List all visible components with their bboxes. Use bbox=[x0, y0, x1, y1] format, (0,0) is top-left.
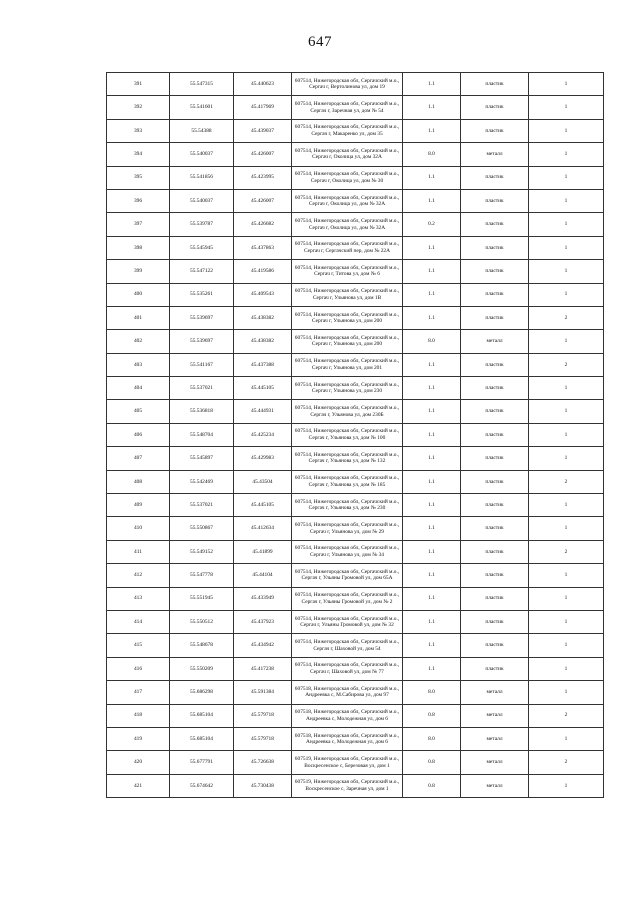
table-row bbox=[107, 681, 604, 704]
table-row bbox=[107, 704, 604, 727]
longitude-cell: 45.440623 bbox=[234, 73, 292, 96]
material-cell: пластик bbox=[461, 610, 529, 633]
table-row bbox=[107, 213, 604, 236]
latitude-cell: 55.541601 bbox=[170, 96, 234, 119]
address-cell: 607518, Нижегородская обл, Сергачский м.о., Андреевка с, Молодежная ул, дом 6 bbox=[292, 727, 403, 750]
longitude-cell: 45.444931 bbox=[234, 400, 292, 423]
material-cell: пластик bbox=[461, 213, 529, 236]
volume-cell: 0.8 bbox=[403, 774, 461, 797]
material-cell: пластик bbox=[461, 494, 529, 517]
material-cell: металл bbox=[461, 143, 529, 166]
row-number: 420 bbox=[107, 751, 170, 774]
longitude-cell: 45.44104 bbox=[234, 564, 292, 587]
row-number: 395 bbox=[107, 166, 170, 189]
table-row bbox=[107, 727, 604, 750]
count-cell: 1 bbox=[529, 447, 604, 470]
volume-cell: 8.0 bbox=[403, 727, 461, 750]
count-cell: 1 bbox=[529, 189, 604, 212]
address-cell: 607514, Нижегородская обл, Сергачский м.о., Сергач г, Ульянова ул, дом № 34 bbox=[292, 540, 403, 563]
address-cell: 607514, Нижегородская обл, Сергачский м.о., Сергач г, Околица ул, дом № 32А bbox=[292, 213, 403, 236]
address-cell: 607514, Нижегородская обл, Сергачский м.о., Сергач г, Ульяны Громовой ул, дом № 32 bbox=[292, 610, 403, 633]
row-number: 396 bbox=[107, 189, 170, 212]
material-cell: пластик bbox=[461, 119, 529, 142]
latitude-cell: 55.540037 bbox=[170, 189, 234, 212]
table-row bbox=[107, 774, 604, 797]
longitude-cell: 45.426007 bbox=[234, 189, 292, 212]
table-row bbox=[107, 73, 604, 96]
count-cell: 2 bbox=[529, 470, 604, 493]
volume-cell: 1.1 bbox=[403, 236, 461, 259]
material-cell: пластик bbox=[461, 447, 529, 470]
material-cell: металл bbox=[461, 727, 529, 750]
material-cell: пластик bbox=[461, 423, 529, 446]
material-cell: пластик bbox=[461, 564, 529, 587]
latitude-cell: 55.535261 bbox=[170, 283, 234, 306]
material-cell: металл bbox=[461, 751, 529, 774]
row-number: 419 bbox=[107, 727, 170, 750]
row-number: 412 bbox=[107, 564, 170, 587]
row-number: 398 bbox=[107, 236, 170, 259]
count-cell: 1 bbox=[529, 681, 604, 704]
count-cell: 1 bbox=[529, 377, 604, 400]
count-cell: 1 bbox=[529, 494, 604, 517]
address-cell: 607514, Нижегородская обл, Сергачский м.о., Сергач г, Ульяны Громовой ул, дом № 2 bbox=[292, 587, 403, 610]
longitude-cell: 45.579718 bbox=[234, 704, 292, 727]
latitude-cell: 55.550512 bbox=[170, 610, 234, 633]
count-cell: 1 bbox=[529, 73, 604, 96]
volume-cell: 8.0 bbox=[403, 143, 461, 166]
latitude-cell: 55.540037 bbox=[170, 143, 234, 166]
address-cell: 607514, Нижегородская обл, Сергачский м.о., Сергач г, Ульянова ул, дом 201 bbox=[292, 353, 403, 376]
row-number: 421 bbox=[107, 774, 170, 797]
table-row bbox=[107, 189, 604, 212]
latitude-cell: 55.548678 bbox=[170, 634, 234, 657]
latitude-cell: 55.547122 bbox=[170, 260, 234, 283]
count-cell: 2 bbox=[529, 540, 604, 563]
latitude-cell: 55.542469 bbox=[170, 470, 234, 493]
longitude-cell: 45.591384 bbox=[234, 681, 292, 704]
longitude-cell: 45.412634 bbox=[234, 517, 292, 540]
count-cell: 1 bbox=[529, 657, 604, 680]
latitude-cell: 55.539697 bbox=[170, 306, 234, 329]
address-cell: 607514, Нижегородская обл, Сергачский м.о., Сергач г, Ульянова ул, дом 200 bbox=[292, 330, 403, 353]
longitude-cell: 45.425234 bbox=[234, 423, 292, 446]
table-row bbox=[107, 494, 604, 517]
count-cell: 1 bbox=[529, 236, 604, 259]
material-cell: пластик bbox=[461, 73, 529, 96]
table-row bbox=[107, 236, 604, 259]
longitude-cell: 45.445105 bbox=[234, 494, 292, 517]
row-number: 416 bbox=[107, 657, 170, 680]
longitude-cell: 45.429983 bbox=[234, 447, 292, 470]
row-number: 408 bbox=[107, 470, 170, 493]
row-number: 407 bbox=[107, 447, 170, 470]
volume-cell: 1.1 bbox=[403, 306, 461, 329]
table-row bbox=[107, 423, 604, 446]
longitude-cell: 45.41899 bbox=[234, 540, 292, 563]
row-number: 417 bbox=[107, 681, 170, 704]
material-cell: пластик bbox=[461, 236, 529, 259]
volume-cell: 1.1 bbox=[403, 260, 461, 283]
count-cell: 1 bbox=[529, 727, 604, 750]
latitude-cell: 55.545945 bbox=[170, 236, 234, 259]
registry-table bbox=[106, 72, 604, 798]
latitude-cell: 55.674642 bbox=[170, 774, 234, 797]
material-cell: пластик bbox=[461, 166, 529, 189]
table-row bbox=[107, 119, 604, 142]
address-cell: 607514, Нижегородская обл, Сергачский м.о., Сергач г, Ульянова ул, дом № 132 bbox=[292, 447, 403, 470]
table-row bbox=[107, 751, 604, 774]
material-cell: пластик bbox=[461, 470, 529, 493]
address-cell: 607514, Нижегородская обл, Сергачский м.о., Сергач г, Околица ул, дом 32А bbox=[292, 143, 403, 166]
address-cell: 607518, Нижегородская обл, Сергачский м.о., Андреевка с, М.Сабирова ул, дом 97 bbox=[292, 681, 403, 704]
volume-cell: 1.1 bbox=[403, 423, 461, 446]
row-number: 403 bbox=[107, 353, 170, 376]
volume-cell: 0.2 bbox=[403, 213, 461, 236]
address-cell: 607514, Нижегородская обл, Сергачский м.о., Сергач г, Шаховой ул, дом 54 bbox=[292, 634, 403, 657]
material-cell: пластик bbox=[461, 353, 529, 376]
volume-cell: 1.1 bbox=[403, 377, 461, 400]
volume-cell: 1.1 bbox=[403, 73, 461, 96]
material-cell: пластик bbox=[461, 634, 529, 657]
address-cell: 607514, Нижегородская обл, Сергачский м.о., Сергач г, Ульянова ул, дом 230 bbox=[292, 377, 403, 400]
material-cell: металл bbox=[461, 681, 529, 704]
address-cell: 607514, Нижегородская обл, Сергачский м.о., Сергач г, Ульянова ул, дом № 185 bbox=[292, 470, 403, 493]
row-number: 405 bbox=[107, 400, 170, 423]
count-cell: 1 bbox=[529, 166, 604, 189]
longitude-cell: 45.43504 bbox=[234, 470, 292, 493]
longitude-cell: 45.409543 bbox=[234, 283, 292, 306]
row-number: 397 bbox=[107, 213, 170, 236]
volume-cell: 1.1 bbox=[403, 400, 461, 423]
row-number: 411 bbox=[107, 540, 170, 563]
volume-cell: 0.8 bbox=[403, 751, 461, 774]
latitude-cell: 55.677791 bbox=[170, 751, 234, 774]
volume-cell: 1.1 bbox=[403, 470, 461, 493]
material-cell: металл bbox=[461, 704, 529, 727]
row-number: 418 bbox=[107, 704, 170, 727]
address-cell: 607514, Нижегородская обл, Сергачский м.о., Сергач г, Ульянова ул, дом 230Б bbox=[292, 400, 403, 423]
latitude-cell: 55.537021 bbox=[170, 377, 234, 400]
row-number: 414 bbox=[107, 610, 170, 633]
longitude-cell: 45.426682 bbox=[234, 213, 292, 236]
volume-cell: 8.0 bbox=[403, 330, 461, 353]
volume-cell: 1.1 bbox=[403, 96, 461, 119]
count-cell: 2 bbox=[529, 704, 604, 727]
volume-cell: 1.1 bbox=[403, 657, 461, 680]
longitude-cell: 45.726638 bbox=[234, 751, 292, 774]
latitude-cell: 55.686298 bbox=[170, 681, 234, 704]
material-cell: пластик bbox=[461, 400, 529, 423]
row-number: 409 bbox=[107, 494, 170, 517]
count-cell: 1 bbox=[529, 423, 604, 446]
address-cell: 607514, Нижегородская обл, Сергачский м.о., Сергач г, Околица ул, дом № 30 bbox=[292, 166, 403, 189]
latitude-cell: 55.54388 bbox=[170, 119, 234, 142]
latitude-cell: 55.551945 bbox=[170, 587, 234, 610]
material-cell: пластик bbox=[461, 306, 529, 329]
count-cell: 1 bbox=[529, 143, 604, 166]
address-cell: 607514, Нижегородская обл, Сергачский м.о., Сергач г, Шаховой ул, дом № 77 bbox=[292, 657, 403, 680]
address-cell: 607514, Нижегородская обл, Сергачский м.о., Сергач г, Сергачский пер, дом № 22А bbox=[292, 236, 403, 259]
row-number: 406 bbox=[107, 423, 170, 446]
address-cell: 607519, Нижегородская обл, Сергачский м.о., Воскресенское с, Березовая ул, дом 1 bbox=[292, 751, 403, 774]
table-row bbox=[107, 143, 604, 166]
address-cell: 607514, Нижегородская обл, Сергачский м.о., Сергач г, Околица ул, дом № 32А bbox=[292, 189, 403, 212]
latitude-cell: 55.541856 bbox=[170, 166, 234, 189]
latitude-cell: 55.550209 bbox=[170, 657, 234, 680]
row-number: 394 bbox=[107, 143, 170, 166]
table-row bbox=[107, 306, 604, 329]
count-cell: 1 bbox=[529, 774, 604, 797]
count-cell: 2 bbox=[529, 306, 604, 329]
latitude-cell: 55.685104 bbox=[170, 727, 234, 750]
row-number: 401 bbox=[107, 306, 170, 329]
latitude-cell: 55.685104 bbox=[170, 704, 234, 727]
longitude-cell: 45.438382 bbox=[234, 330, 292, 353]
row-number: 400 bbox=[107, 283, 170, 306]
latitude-cell: 55.545897 bbox=[170, 447, 234, 470]
longitude-cell: 45.437388 bbox=[234, 353, 292, 376]
material-cell: пластик bbox=[461, 96, 529, 119]
count-cell: 1 bbox=[529, 330, 604, 353]
count-cell: 1 bbox=[529, 587, 604, 610]
table-row bbox=[107, 166, 604, 189]
row-number: 393 bbox=[107, 119, 170, 142]
material-cell: пластик bbox=[461, 377, 529, 400]
volume-cell: 1.1 bbox=[403, 540, 461, 563]
volume-cell: 1.1 bbox=[403, 353, 461, 376]
address-cell: 607514, Нижегородская обл, Сергачский м.о., Сергач г, Ульянова ул, дом 200 bbox=[292, 306, 403, 329]
material-cell: пластик bbox=[461, 587, 529, 610]
address-cell: 607518, Нижегородская обл, Сергачский м.о., Андреевка с, Молодежная ул, дом 6 bbox=[292, 704, 403, 727]
volume-cell: 1.1 bbox=[403, 166, 461, 189]
table-row bbox=[107, 400, 604, 423]
table-row bbox=[107, 634, 604, 657]
table-row bbox=[107, 470, 604, 493]
address-cell: 607514, Нижегородская обл, Сергачский м.о., Сергач г, Макаренко ул, дом 35 bbox=[292, 119, 403, 142]
material-cell: пластик bbox=[461, 189, 529, 212]
latitude-cell: 55.549152 bbox=[170, 540, 234, 563]
longitude-cell: 45.439037 bbox=[234, 119, 292, 142]
volume-cell: 1.1 bbox=[403, 587, 461, 610]
volume-cell: 1.1 bbox=[403, 494, 461, 517]
table-row bbox=[107, 377, 604, 400]
volume-cell: 1.1 bbox=[403, 610, 461, 633]
table-row bbox=[107, 283, 604, 306]
longitude-cell: 45.433949 bbox=[234, 587, 292, 610]
longitude-cell: 45.579718 bbox=[234, 727, 292, 750]
table-row bbox=[107, 96, 604, 119]
count-cell: 1 bbox=[529, 634, 604, 657]
row-number: 404 bbox=[107, 377, 170, 400]
registry-table-body bbox=[107, 73, 604, 798]
material-cell: металл bbox=[461, 774, 529, 797]
longitude-cell: 45.437863 bbox=[234, 236, 292, 259]
longitude-cell: 45.438382 bbox=[234, 306, 292, 329]
table-row bbox=[107, 260, 604, 283]
material-cell: пластик bbox=[461, 517, 529, 540]
count-cell: 1 bbox=[529, 610, 604, 633]
count-cell: 1 bbox=[529, 517, 604, 540]
volume-cell: 8.0 bbox=[403, 681, 461, 704]
count-cell: 1 bbox=[529, 283, 604, 306]
row-number: 402 bbox=[107, 330, 170, 353]
page-number: 647 bbox=[308, 34, 332, 50]
longitude-cell: 45.417969 bbox=[234, 96, 292, 119]
latitude-cell: 55.537021 bbox=[170, 494, 234, 517]
row-number: 392 bbox=[107, 96, 170, 119]
address-cell: 607514, Нижегородская обл, Сергачский м.о., Сергач г, Вертолиновa ул, дом 19 bbox=[292, 73, 403, 96]
count-cell: 1 bbox=[529, 96, 604, 119]
latitude-cell: 55.536818 bbox=[170, 400, 234, 423]
row-number: 391 bbox=[107, 73, 170, 96]
latitude-cell: 55.547778 bbox=[170, 564, 234, 587]
material-cell: пластик bbox=[461, 260, 529, 283]
volume-cell: 1.1 bbox=[403, 634, 461, 657]
row-number: 413 bbox=[107, 587, 170, 610]
latitude-cell: 55.550867 bbox=[170, 517, 234, 540]
address-cell: 607514, Нижегородская обл, Сергачский м.о., Сергач г, Ульяны Громовой ул, дом 65А bbox=[292, 564, 403, 587]
volume-cell: 0.8 bbox=[403, 704, 461, 727]
count-cell: 2 bbox=[529, 751, 604, 774]
row-number: 399 bbox=[107, 260, 170, 283]
address-cell: 607514, Нижегородская обл, Сергачский м.о., Сергач г, Ульянова ул, дом № 230 bbox=[292, 494, 403, 517]
table-row bbox=[107, 587, 604, 610]
table-row bbox=[107, 610, 604, 633]
longitude-cell: 45.730438 bbox=[234, 774, 292, 797]
material-cell: пластик bbox=[461, 540, 529, 563]
longitude-cell: 45.417238 bbox=[234, 657, 292, 680]
longitude-cell: 45.419586 bbox=[234, 260, 292, 283]
volume-cell: 1.1 bbox=[403, 447, 461, 470]
latitude-cell: 55.548704 bbox=[170, 423, 234, 446]
address-cell: 607514, Нижегородская обл, Сергачский м.о., Сергач г, Заречная ул, дом № 54 bbox=[292, 96, 403, 119]
material-cell: пластик bbox=[461, 657, 529, 680]
address-cell: 607514, Нижегородская обл, Сергачский м.о., Сергач г, Титова ул, дом № 6 bbox=[292, 260, 403, 283]
longitude-cell: 45.423995 bbox=[234, 166, 292, 189]
latitude-cell: 55.539787 bbox=[170, 213, 234, 236]
count-cell: 1 bbox=[529, 119, 604, 142]
address-cell: 607519, Нижегородская обл, Сергачский м.о., Воскресенское с, Заречная ул, дом 1 bbox=[292, 774, 403, 797]
volume-cell: 1.1 bbox=[403, 517, 461, 540]
count-cell: 1 bbox=[529, 564, 604, 587]
table-row bbox=[107, 447, 604, 470]
latitude-cell: 55.547315 bbox=[170, 73, 234, 96]
count-cell: 1 bbox=[529, 400, 604, 423]
address-cell: 607514, Нижегородская обл, Сергачский м.о., Сергач г, Ульянова ул, дом 1В bbox=[292, 283, 403, 306]
latitude-cell: 55.541167 bbox=[170, 353, 234, 376]
table-row bbox=[107, 657, 604, 680]
table-row bbox=[107, 330, 604, 353]
latitude-cell: 55.539697 bbox=[170, 330, 234, 353]
count-cell: 1 bbox=[529, 260, 604, 283]
longitude-cell: 45.434942 bbox=[234, 634, 292, 657]
longitude-cell: 45.426007 bbox=[234, 143, 292, 166]
volume-cell: 1.1 bbox=[403, 283, 461, 306]
table-row bbox=[107, 540, 604, 563]
count-cell: 2 bbox=[529, 353, 604, 376]
row-number: 410 bbox=[107, 517, 170, 540]
longitude-cell: 45.445105 bbox=[234, 377, 292, 400]
longitude-cell: 45.437923 bbox=[234, 610, 292, 633]
volume-cell: 1.1 bbox=[403, 119, 461, 142]
address-cell: 607514, Нижегородская обл, Сергачский м.о., Сергач г, Ульянова ул, дом № 29 bbox=[292, 517, 403, 540]
volume-cell: 1.1 bbox=[403, 564, 461, 587]
table-row bbox=[107, 517, 604, 540]
row-number: 415 bbox=[107, 634, 170, 657]
count-cell: 1 bbox=[529, 213, 604, 236]
material-cell: металл bbox=[461, 330, 529, 353]
address-cell: 607514, Нижегородская обл, Сергачский м.о., Сергач г, Ульянова ул, дом № 100 bbox=[292, 423, 403, 446]
table-row bbox=[107, 353, 604, 376]
table-row bbox=[107, 564, 604, 587]
volume-cell: 1.1 bbox=[403, 189, 461, 212]
material-cell: пластик bbox=[461, 283, 529, 306]
